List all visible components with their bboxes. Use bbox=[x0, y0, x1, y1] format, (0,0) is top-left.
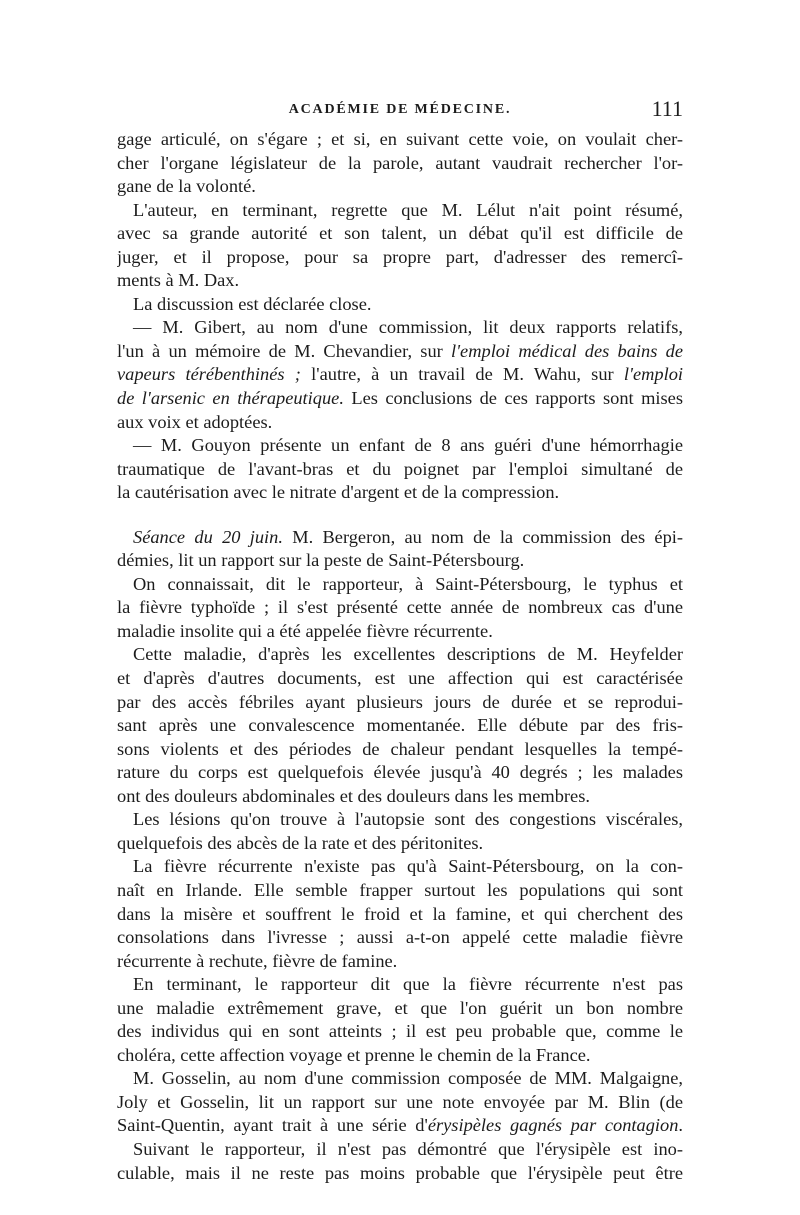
italic-title: l'emploi médical des bains de bbox=[451, 340, 683, 361]
text-line: avec sa grande autorité et son talent, un débat qu'il est difficile de bbox=[117, 223, 683, 244]
text-line: juger, et il propose, pour sa propre part, d'adresser des remercî- bbox=[117, 246, 683, 267]
text-line: Les lésions qu'on trouve à l'autopsie sont des congestions viscérales, bbox=[133, 809, 683, 830]
text-line: M. Gosselin, au nom d'une commission composée de MM. Malgaigne, bbox=[133, 1068, 683, 1089]
text-line bbox=[117, 526, 683, 550]
italic-title: l'emploi bbox=[623, 364, 683, 385]
line-part: Les conclusions de ces rapports sont mises bbox=[343, 388, 683, 409]
line-part: M. Bergeron, au nom de la commission des épi- bbox=[282, 526, 683, 547]
text-line: traumatique de l'avant-bras et du poignet par l'emploi simultané de bbox=[117, 458, 683, 479]
text-line: naît en Irlande. Elle semble frapper surtout les populations qui sont bbox=[117, 879, 683, 900]
body-text bbox=[117, 128, 683, 1185]
text-line: démies, lit un rapport sur la peste de Saint-Pétersbourg. bbox=[117, 550, 525, 571]
italic-title: vapeurs térébenthinés ; bbox=[117, 364, 301, 385]
text-line: sons violents et des périodes de chaleur pendant lesquelles la tempé- bbox=[117, 738, 683, 759]
line-part: Saint-Quentin, ayant trait à une série d' bbox=[117, 1115, 428, 1136]
line-part: . bbox=[678, 1115, 683, 1136]
text-line: récurrente à rechute, fièvre de famine. bbox=[117, 950, 398, 971]
running-title: ACADÉMIE DE MÉDECINE. bbox=[288, 102, 512, 117]
text-line bbox=[117, 340, 683, 364]
text-line: cher l'organe législateur de la parole, autant vaudrait rechercher l'or- bbox=[117, 152, 683, 173]
text-line: Suivant le rapporteur, il n'est pas démontré que l'érysipèle est ino- bbox=[133, 1138, 683, 1159]
line-part: l'un à un mémoire de M. Chevandier, sur bbox=[117, 340, 452, 361]
text-line: La discussion est déclarée close. bbox=[133, 293, 372, 314]
text-line: consolations dans l'ivresse ; aussi a-t-on appelé cette maladie fièvre bbox=[117, 927, 683, 948]
line-part: l'autre, à un travail de M. Wahu, sur bbox=[300, 364, 624, 385]
text-line: la fièvre typhoïde ; il s'est présenté cette année de nombreux cas d'une bbox=[117, 597, 683, 618]
text-line: culable, mais il ne reste pas moins probable que l'érysipèle peut être bbox=[117, 1162, 683, 1183]
text-line: Cette maladie, d'après les excellentes descriptions de M. Heyfelder bbox=[133, 644, 683, 665]
text-line: choléra, cette affection voyage et prenne le chemin de la France. bbox=[117, 1044, 591, 1065]
italic-title: de l'arsenic en thérapeutique. bbox=[117, 388, 344, 409]
page-header bbox=[117, 96, 683, 126]
text-line: gane de la volonté. bbox=[117, 176, 256, 197]
italic-title: érysipèles gagnés par contagion bbox=[427, 1115, 679, 1136]
session-date: Séance du 20 juin. bbox=[133, 526, 283, 547]
text-line bbox=[117, 363, 683, 387]
text-line: maladie insolite qui a été appelée fièvre récurrente. bbox=[117, 620, 493, 641]
text-line bbox=[117, 387, 683, 411]
text-line: par des accès fébriles ayant plusieurs jours de durée et se reprodui- bbox=[117, 691, 683, 712]
text-line: gage articulé, on s'égare ; et si, en suivant cette voie, on voulait cher- bbox=[117, 129, 683, 149]
text-line: des individus qui en sont atteints ; il est peu probable que, comme le bbox=[117, 1021, 683, 1042]
text-line: La fièvre récurrente n'existe pas qu'à Saint-Pétersbourg, on la con- bbox=[133, 856, 683, 877]
text-line: une maladie extrêmement grave, et que l'on guérit un bon nombre bbox=[117, 997, 683, 1018]
text-line: — M. Gibert, au nom d'une commission, lit deux rapports relatifs, bbox=[133, 317, 683, 338]
text-line bbox=[117, 1114, 683, 1138]
text-line: — M. Gouyon présente un enfant de 8 ans guéri d'une hémorrhagie bbox=[133, 435, 683, 456]
text-line: rature du corps est quelquefois élevée jusqu'à 40 degrés ; les malades bbox=[117, 762, 683, 783]
text-line: L'auteur, en terminant, regrette que M. Lélut n'ait point résumé, bbox=[133, 199, 683, 220]
text-line: ont des douleurs abdominales et des douleurs dans les membres. bbox=[117, 785, 590, 806]
text-line: On connaissait, dit le rapporteur, à Saint-Pétersbourg, le typhus et bbox=[133, 573, 683, 594]
text-line: et d'après d'autres documents, est une affection qui est caractérisée bbox=[117, 668, 683, 689]
text-line: En terminant, le rapporteur dit que la fièvre récurrente n'est pas bbox=[133, 974, 683, 995]
text-line: sant après une convalescence momentanée. Elle débute par des fris- bbox=[117, 715, 683, 736]
text-line: dans la misère et souffrent le froid et la famine, et qui cherchent des bbox=[117, 903, 683, 924]
text-line: aux voix et adoptées. bbox=[117, 411, 273, 432]
page-number: 111 bbox=[651, 96, 683, 121]
text-line: quelquefois des abcès de la rate et des péritonites. bbox=[117, 832, 484, 853]
section-gap bbox=[117, 505, 683, 526]
text-line: ments à M. Dax. bbox=[117, 270, 240, 291]
text-line: Joly et Gosselin, lit un rapport sur une note envoyée par M. Blin (de bbox=[117, 1091, 683, 1112]
text-line: la cautérisation avec le nitrate d'argent et de la compression. bbox=[117, 482, 560, 503]
